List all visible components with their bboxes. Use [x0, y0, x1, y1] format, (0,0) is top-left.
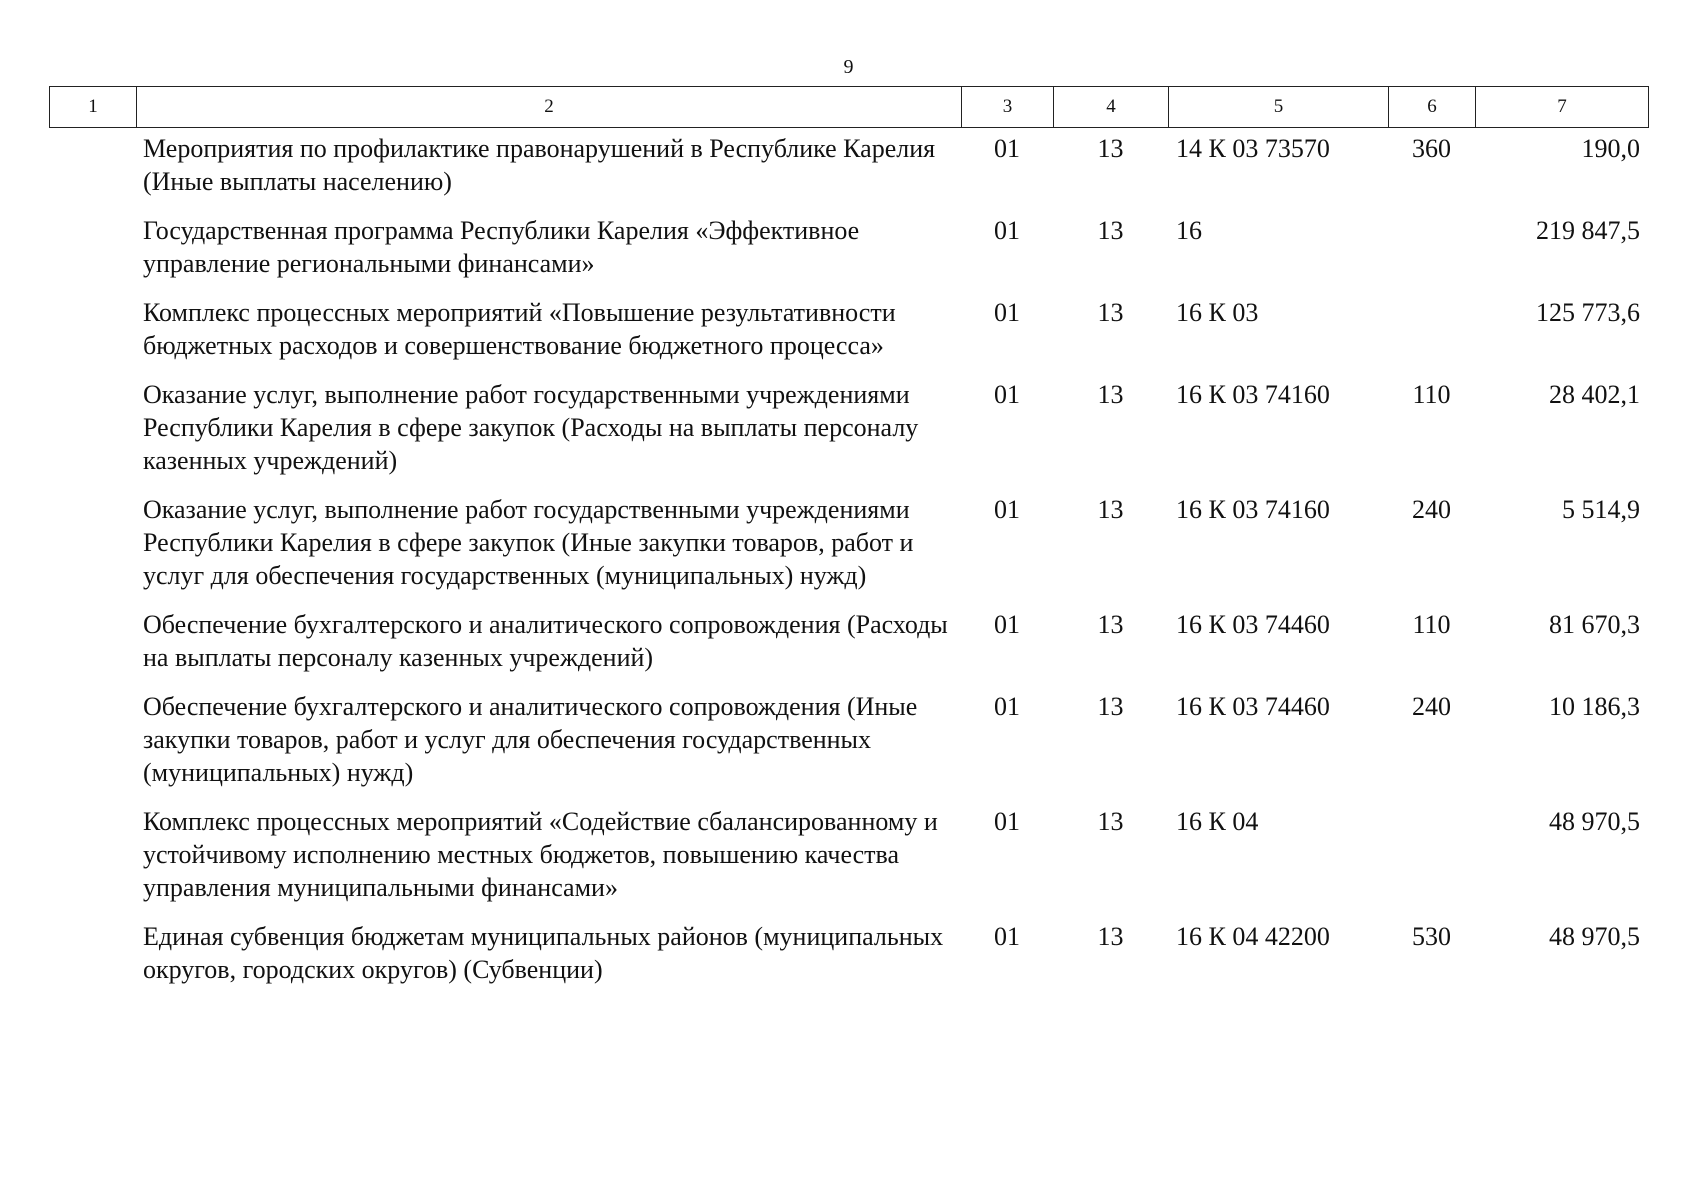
row-subsection: 13	[1097, 380, 1124, 409]
row-amount: 190,0	[1581, 134, 1640, 163]
row-target: 16 К 03 74460	[1176, 610, 1330, 639]
row-name: Оказание услуг, выполнение работ государственными учреждениями Республики Карелия в сфере закупок (Иные закупки товаров, работ и услуг для обеспечения государственных (муниципальных) нужд)	[143, 495, 914, 590]
row-target: 16 К 04 42200	[1176, 922, 1330, 951]
column-header-1: 1	[50, 87, 137, 128]
row-type: 530	[1412, 922, 1451, 951]
row-type	[1388, 296, 1475, 378]
table-row	[49, 608, 1648, 690]
row-subsection: 13	[1097, 134, 1124, 163]
row-type: 110	[1412, 610, 1451, 639]
row-type: 360	[1412, 134, 1451, 163]
row-section: 01	[994, 922, 1020, 951]
table-row	[49, 296, 1648, 378]
row-amount: 81 670,3	[1549, 610, 1640, 639]
column-header-row	[50, 87, 1649, 128]
row-subsection: 13	[1097, 216, 1124, 245]
row-target: 16 К 04	[1176, 807, 1259, 836]
row-name: Государственная программа Республики Карелия «Эффективное управление региональными финансами»	[143, 216, 860, 278]
row-type	[1388, 214, 1475, 296]
row-target: 16	[1176, 216, 1202, 245]
column-header-5: 5	[1169, 87, 1389, 128]
row-section: 01	[994, 495, 1020, 524]
row-type: 240	[1412, 495, 1451, 524]
row-section: 01	[994, 807, 1020, 836]
column-header-6: 6	[1389, 87, 1476, 128]
column-header-4: 4	[1054, 87, 1169, 128]
row-name: Обеспечение бухгалтерского и аналитического сопровождения (Расходы на выплаты персоналу казенных учреждений)	[143, 610, 948, 672]
row-section: 01	[994, 610, 1020, 639]
row-section: 01	[994, 692, 1020, 721]
row-target: 14 К 03 73570	[1176, 134, 1330, 163]
row-subsection: 13	[1097, 495, 1124, 524]
row-amount: 125 773,6	[1536, 298, 1640, 327]
page-number: 9	[843, 56, 854, 78]
row-subsection: 13	[1097, 807, 1124, 836]
row-section: 01	[994, 298, 1020, 327]
row-type	[1388, 805, 1475, 920]
table-row	[49, 690, 1648, 805]
row-amount: 48 970,5	[1549, 922, 1640, 951]
table-row	[49, 132, 1648, 214]
row-subsection: 13	[1097, 922, 1124, 951]
row-target: 16 К 03 74160	[1176, 495, 1330, 524]
table-row	[49, 214, 1648, 296]
row-amount: 28 402,1	[1549, 380, 1640, 409]
row-name: Комплекс процессных мероприятий «Повышение результативности бюджетных расходов и совершенствование бюджетного процесса»	[143, 298, 896, 360]
row-name: Мероприятия по профилактике правонарушений в Республике Карелия (Иные выплаты населению)	[143, 134, 936, 196]
column-header-3: 3	[962, 87, 1054, 128]
row-subsection: 13	[1097, 692, 1124, 721]
row-section: 01	[994, 134, 1020, 163]
row-target: 16 К 03 74460	[1176, 692, 1330, 721]
table-row	[49, 493, 1648, 608]
column-header-table	[49, 86, 1649, 128]
row-name: Единая субвенция бюджетам муниципальных районов (муниципальных округов, городских округов) (Субвенции)	[143, 922, 944, 984]
row-amount: 10 186,3	[1549, 692, 1640, 721]
row-amount: 48 970,5	[1549, 807, 1640, 836]
row-section: 01	[994, 380, 1020, 409]
table-row	[49, 378, 1648, 493]
table-row	[49, 920, 1648, 1002]
row-section: 01	[994, 216, 1020, 245]
column-header-2: 2	[137, 87, 962, 128]
row-amount: 219 847,5	[1536, 216, 1640, 245]
row-name: Оказание услуг, выполнение работ государственными учреждениями Республики Карелия в сфере закупок (Расходы на выплаты персоналу казенных учреждений)	[143, 380, 919, 475]
row-subsection: 13	[1097, 610, 1124, 639]
column-header-7: 7	[1476, 87, 1649, 128]
row-amount: 5 514,9	[1562, 495, 1640, 524]
row-target: 16 К 03 74160	[1176, 380, 1330, 409]
budget-table	[49, 132, 1648, 1002]
table-row	[49, 805, 1648, 920]
row-type: 110	[1412, 380, 1451, 409]
row-name: Обеспечение бухгалтерского и аналитического сопровождения (Иные закупки товаров, работ и услуг для обеспечения государственных (муниципальных) нужд)	[143, 692, 918, 787]
row-name: Комплекс процессных мероприятий «Содействие сбалансированному и устойчивому исполнению местных бюджетов, повышению качества управления муниципальными финансами»	[143, 807, 938, 902]
row-subsection: 13	[1097, 298, 1124, 327]
row-type: 240	[1412, 692, 1451, 721]
row-target: 16 К 03	[1176, 298, 1259, 327]
